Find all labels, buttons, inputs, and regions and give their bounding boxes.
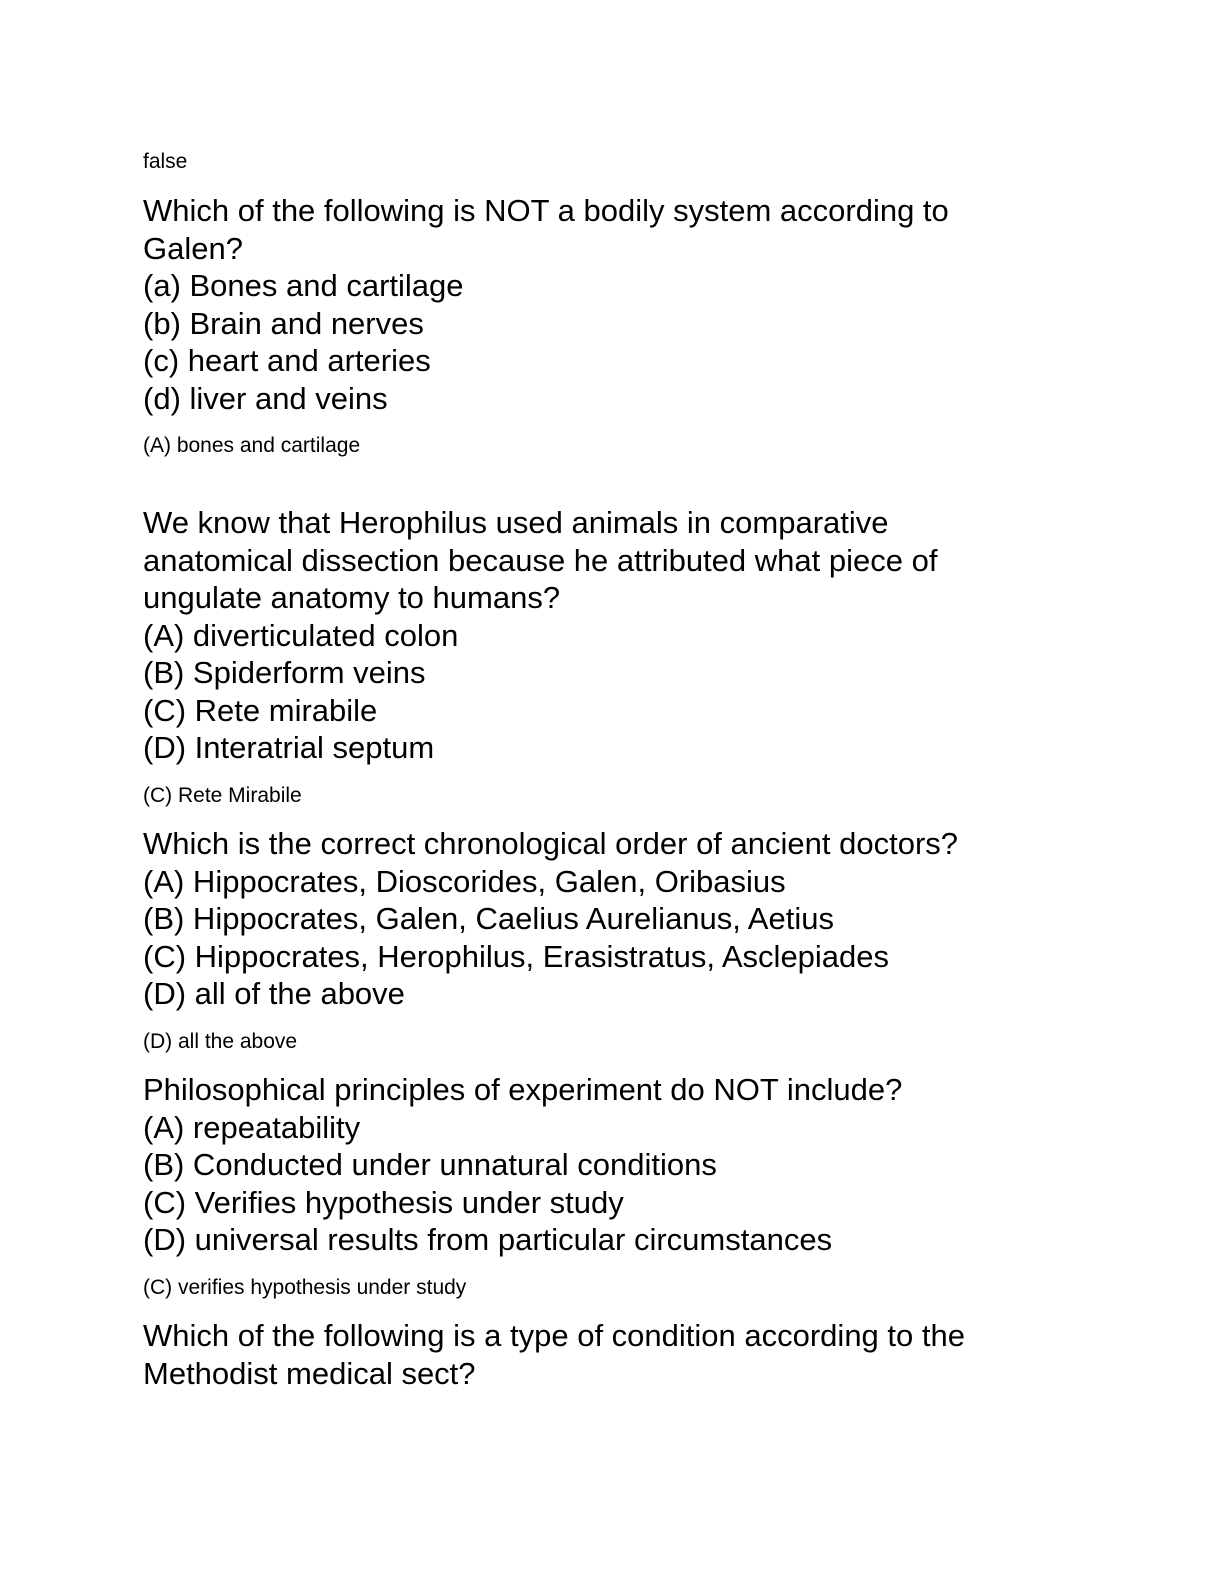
question-3-answer: (D) all the above xyxy=(143,1030,298,1053)
question-3-option-d: (D) all of the above xyxy=(143,976,405,1011)
question-4-option-a: (A) repeatability xyxy=(143,1109,361,1145)
question-2-text-line: We know that Herophilus used animals in comparative xyxy=(143,505,889,540)
question-1-option-c: (c) heart and arteries xyxy=(143,343,431,378)
question-2 xyxy=(143,504,1043,767)
question-2-option-c: (C) Rete mirabile xyxy=(143,692,378,728)
header-note: false xyxy=(143,150,188,173)
question-3-option-c: (C) Hippocrates, Herophilus, Erasistratus, Asclepiades xyxy=(143,938,890,974)
question-2-option-b: (B) Spiderform veins xyxy=(143,655,426,690)
question-4-text-line: Philosophical principles of experiment do NOT include? xyxy=(143,1072,903,1107)
question-1-option-b: (b) Brain and nerves xyxy=(143,305,424,341)
question-1-text-line: Galen? xyxy=(143,230,243,266)
question-4 xyxy=(143,1071,1043,1259)
question-4-option-d: (D) universal results from particular circumstances xyxy=(143,1222,833,1257)
question-1-option-a: (a) Bones and cartilage xyxy=(143,268,464,303)
document-page xyxy=(143,0,1043,1584)
question-3 xyxy=(143,825,1043,1013)
question-4-option-b: (B) Conducted under unnatural conditions xyxy=(143,1147,717,1182)
question-2-text-line: ungulate anatomy to humans? xyxy=(143,580,561,615)
question-5 xyxy=(143,1317,1043,1392)
question-1-option-d: (d) liver and veins xyxy=(143,380,388,416)
question-2-option-d: (D) Interatrial septum xyxy=(143,730,435,765)
question-1-text-line: Which of the following is NOT a bodily system according to xyxy=(143,193,949,228)
question-2-text-line: anatomical dissection because he attributed what piece of xyxy=(143,542,938,578)
question-5-text-line: Which of the following is a type of condition according to the xyxy=(143,1318,965,1353)
question-1 xyxy=(143,192,1043,417)
question-3-option-b: (B) Hippocrates, Galen, Caelius Aurelianus, Aetius xyxy=(143,901,834,936)
question-1-answer: (A) bones and cartilage xyxy=(143,434,361,457)
question-3-text-line: Which is the correct chronological order of ancient doctors? xyxy=(143,826,959,861)
question-2-answer: (C) Rete Mirabile xyxy=(143,784,302,807)
question-2-option-a: (A) diverticulated colon xyxy=(143,617,459,653)
question-4-answer: (C) verifies hypothesis under study xyxy=(143,1276,467,1299)
question-5-text-line: Methodist medical sect? xyxy=(143,1355,476,1391)
question-4-option-c: (C) Verifies hypothesis under study xyxy=(143,1184,624,1220)
question-3-option-a: (A) Hippocrates, Dioscorides, Galen, Oribasius xyxy=(143,863,786,899)
